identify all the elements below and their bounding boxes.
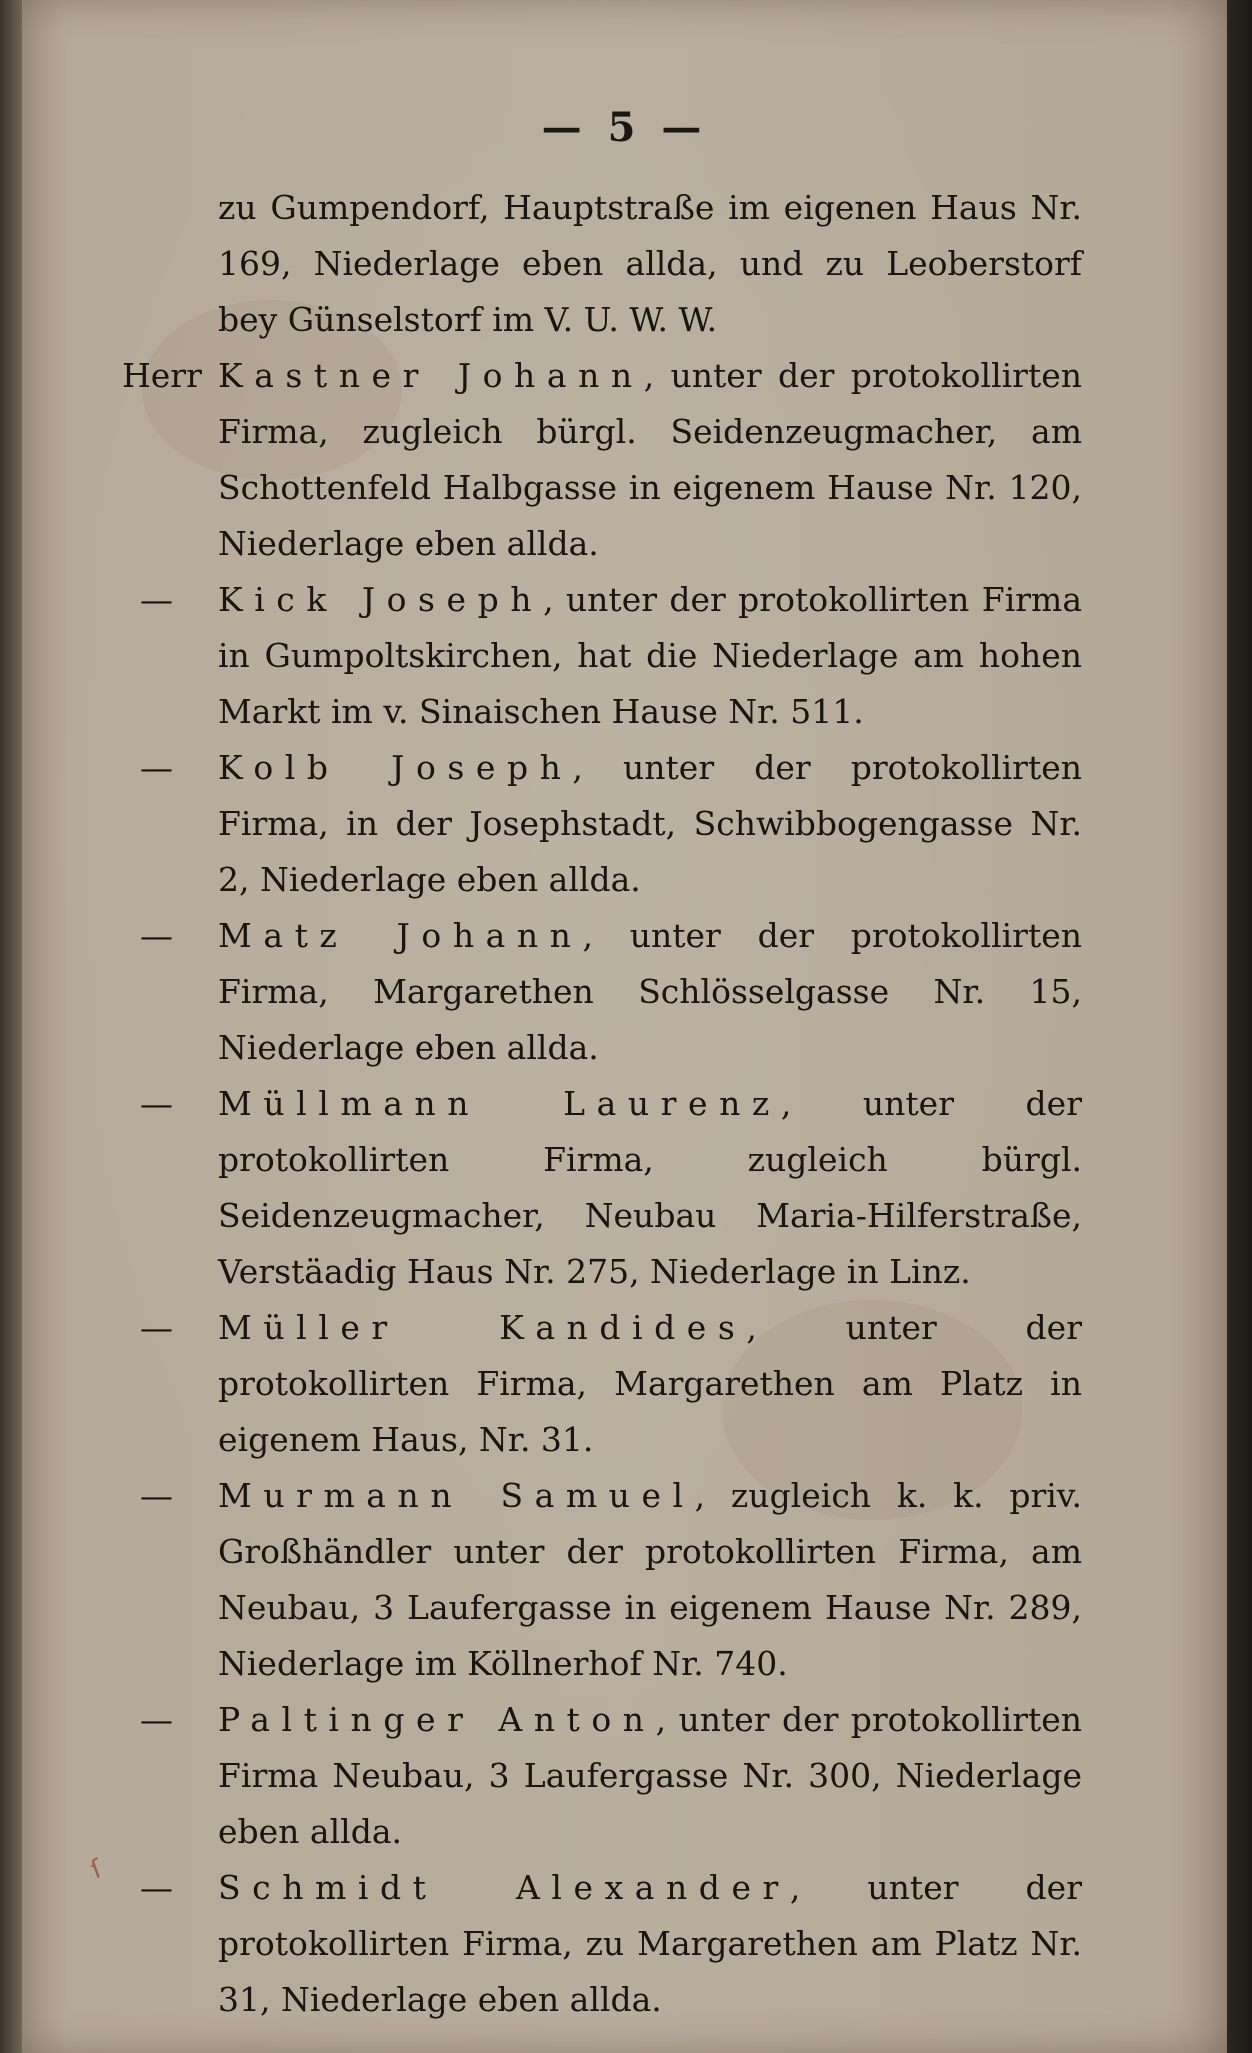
- entry-prefix: —: [140, 580, 173, 619]
- entry-prefix: —: [140, 916, 173, 955]
- entry-text: zu Gumpendorf, Hauptstraße im eigenen Haus Nr. 169, Niederlage eben allda, und zu Leoberstorf bey Günselstorf im V. U. W. W.: [218, 188, 1082, 339]
- entry-name: Schmidt Alexander: [218, 1868, 790, 1907]
- page-right-edge: [1227, 0, 1252, 2053]
- directory-entry: [122, 908, 1082, 1076]
- entry-text: , unter der protokollirten Firma, Margarethen am Platz in eigenem Haus, Nr. 31.: [218, 1308, 1082, 1459]
- directory-entry: [122, 1468, 1082, 1692]
- directory-entry: [122, 180, 1082, 348]
- entry-prefix: —: [140, 1308, 173, 1347]
- entry-name: Kick Joseph: [218, 580, 544, 619]
- entry-text: , unter der protokollirten Firma, in der Josephstadt, Schwibbogengasse Nr. 2, Niederlage eben allda.: [218, 748, 1082, 899]
- entry-name: Matz Johann: [218, 916, 583, 955]
- entry-text: , unter der protokollirten Firma Neubau, 3 Laufergasse Nr. 300, Niederlage eben allda.: [218, 1700, 1083, 1851]
- entry-name: Murmann Samuel: [218, 1476, 695, 1515]
- directory-entry: [122, 572, 1082, 740]
- entry-prefix: —: [140, 1868, 173, 1907]
- book-page: [22, 0, 1227, 2053]
- entry-text: , unter der protokollirten Firma, zugleich bürgl. Seidenzeugmacher, am Schottenfeld Halbgasse in eigenem Hause Nr. 120, Niederlage eben allda.: [218, 356, 1083, 563]
- entry-prefix: Herr: [122, 356, 202, 395]
- entry-prefix: —: [140, 748, 173, 787]
- entry-name: Müller Kandides: [218, 1308, 747, 1347]
- entry-prefix: —: [140, 1700, 173, 1739]
- directory-entry: [122, 348, 1082, 572]
- entry-name: Paltinger Anton: [218, 1700, 656, 1739]
- entry-text: , zugleich k. k. priv. Großhändler unter der protokollirten Firma, am Neubau, 3 Laufergasse in eigenem Hause Nr. 289, Niederlage im Köllnerhof Nr. 740.: [218, 1476, 1082, 1683]
- entry-text: , unter der protokollirten Firma in Gumpoltskirchen, hat die Niederlage am hohen Markt im v. Sinaischen Hause Nr. 511.: [218, 580, 1082, 731]
- entry-text: , unter der protokollirten Firma, zu Margarethen am Platz Nr. 31, Niederlage eben allda.: [218, 1868, 1082, 2019]
- directory-entry: [122, 1076, 1082, 1300]
- entry-prefix: —: [140, 1084, 173, 1123]
- directory-entry: [122, 740, 1082, 908]
- directory-entry: [122, 1692, 1082, 1860]
- entry-name: Müllmann Laurenz: [218, 1084, 781, 1123]
- entry-text: , unter der protokollirten Firma, zugleich bürgl. Seidenzeugmacher, Neubau Maria-Hilferstraße, Verstäadig Haus Nr. 275, Niederlage in Linz.: [218, 1084, 1082, 1291]
- entry-name: Kastner Johann: [218, 356, 644, 395]
- entry-text: , unter der protokollirten Firma, Margarethen Schlösselgasse Nr. 15, Niederlage eben allda.: [218, 916, 1083, 1067]
- header-dash-left: —: [541, 104, 588, 151]
- entry-prefix: —: [140, 1476, 173, 1515]
- header-dash-right: —: [661, 104, 708, 151]
- directory-entries: [122, 180, 1082, 2028]
- page-left-edge: [0, 0, 22, 2053]
- directory-entry: [122, 1300, 1082, 1468]
- page-number: 5: [607, 104, 642, 151]
- directory-entry: [122, 1860, 1082, 2028]
- entry-name: Kolb Joseph: [218, 748, 573, 787]
- pencil-mark-icon: ſ: [87, 1854, 107, 1886]
- page-header: [22, 104, 1227, 151]
